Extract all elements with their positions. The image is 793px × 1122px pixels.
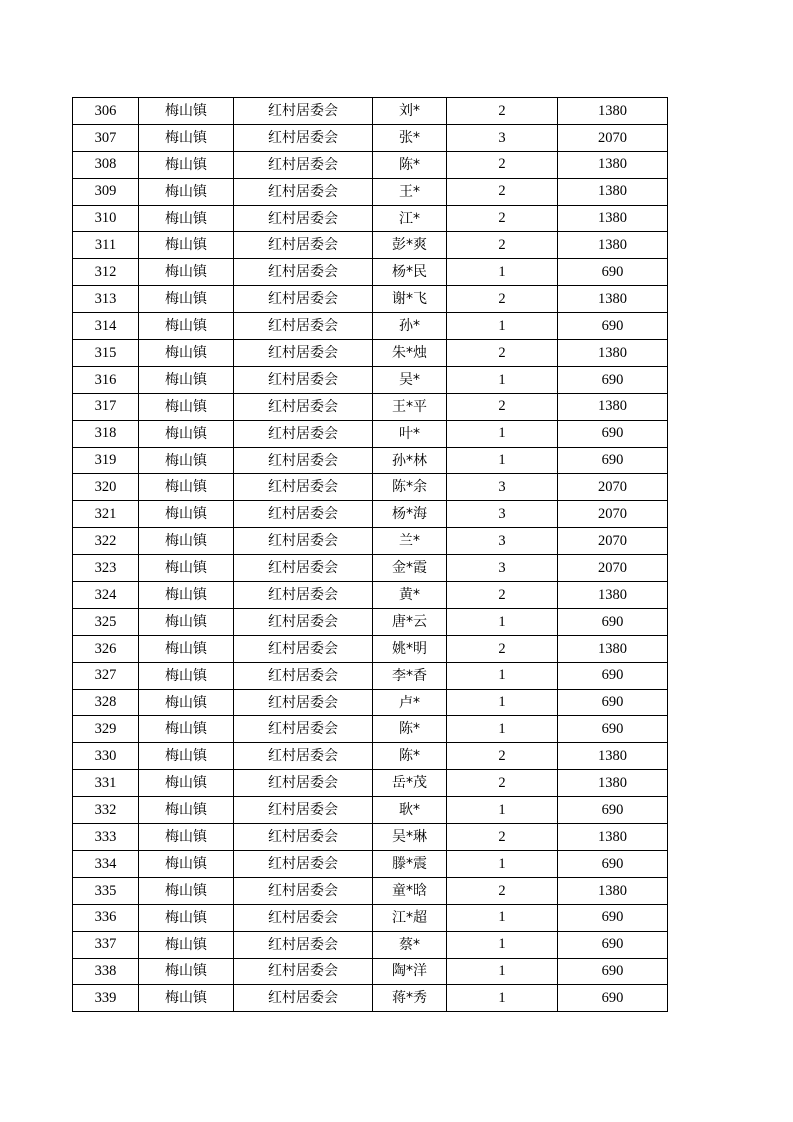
cell-amount: 690	[558, 447, 668, 474]
cell-name: 孙*林	[373, 447, 447, 474]
cell-town: 梅山镇	[139, 877, 234, 904]
cell-count: 2	[447, 635, 558, 662]
cell-amount: 690	[558, 366, 668, 393]
cell-name: 杨*民	[373, 259, 447, 286]
cell-amount: 1380	[558, 151, 668, 178]
table-row	[73, 124, 668, 151]
cell-number: 323	[73, 555, 139, 582]
cell-amount: 2070	[558, 501, 668, 528]
cell-number: 332	[73, 797, 139, 824]
cell-committee: 红村居委会	[234, 124, 373, 151]
cell-number: 336	[73, 904, 139, 931]
cell-committee: 红村居委会	[234, 205, 373, 232]
cell-town: 梅山镇	[139, 743, 234, 770]
cell-committee: 红村居委会	[234, 151, 373, 178]
cell-committee: 红村居委会	[234, 178, 373, 205]
table-row	[73, 501, 668, 528]
cell-count: 2	[447, 582, 558, 609]
cell-committee: 红村居委会	[234, 635, 373, 662]
cell-name: 王*	[373, 178, 447, 205]
table-row	[73, 232, 668, 259]
cell-number: 324	[73, 582, 139, 609]
cell-name: 陈*	[373, 743, 447, 770]
cell-committee: 红村居委会	[234, 797, 373, 824]
cell-number: 326	[73, 635, 139, 662]
cell-town: 梅山镇	[139, 635, 234, 662]
cell-amount: 1380	[558, 232, 668, 259]
cell-committee: 红村居委会	[234, 662, 373, 689]
cell-number: 316	[73, 366, 139, 393]
cell-number: 319	[73, 447, 139, 474]
cell-number: 325	[73, 608, 139, 635]
table-row	[73, 474, 668, 501]
subsidy-table	[72, 97, 668, 1012]
table-row	[73, 743, 668, 770]
cell-count: 2	[447, 151, 558, 178]
cell-town: 梅山镇	[139, 286, 234, 313]
cell-count: 3	[447, 474, 558, 501]
cell-number: 314	[73, 313, 139, 340]
cell-count: 1	[447, 904, 558, 931]
cell-town: 梅山镇	[139, 716, 234, 743]
cell-number: 311	[73, 232, 139, 259]
cell-town: 梅山镇	[139, 205, 234, 232]
cell-town: 梅山镇	[139, 447, 234, 474]
cell-count: 1	[447, 259, 558, 286]
cell-amount: 1380	[558, 178, 668, 205]
cell-name: 兰*	[373, 528, 447, 555]
cell-number: 313	[73, 286, 139, 313]
cell-number: 321	[73, 501, 139, 528]
cell-amount: 690	[558, 608, 668, 635]
cell-count: 2	[447, 824, 558, 851]
cell-town: 梅山镇	[139, 904, 234, 931]
cell-count: 2	[447, 770, 558, 797]
cell-name: 蔡*	[373, 931, 447, 958]
cell-amount: 1380	[558, 340, 668, 367]
cell-name: 江*超	[373, 904, 447, 931]
cell-amount: 1380	[558, 582, 668, 609]
table-row	[73, 528, 668, 555]
table-row	[73, 582, 668, 609]
cell-committee: 红村居委会	[234, 850, 373, 877]
cell-count: 2	[447, 743, 558, 770]
cell-committee: 红村居委会	[234, 366, 373, 393]
cell-number: 310	[73, 205, 139, 232]
cell-committee: 红村居委会	[234, 528, 373, 555]
cell-name: 耿*	[373, 797, 447, 824]
cell-town: 梅山镇	[139, 151, 234, 178]
cell-number: 328	[73, 689, 139, 716]
table-row	[73, 205, 668, 232]
table-row	[73, 635, 668, 662]
cell-committee: 红村居委会	[234, 98, 373, 125]
cell-count: 2	[447, 340, 558, 367]
cell-amount: 1380	[558, 635, 668, 662]
cell-amount: 690	[558, 797, 668, 824]
cell-town: 梅山镇	[139, 366, 234, 393]
cell-number: 322	[73, 528, 139, 555]
table-row	[73, 259, 668, 286]
cell-name: 朱*烛	[373, 340, 447, 367]
cell-committee: 红村居委会	[234, 743, 373, 770]
table-row	[73, 797, 668, 824]
cell-name: 吴*琳	[373, 824, 447, 851]
cell-count: 1	[447, 420, 558, 447]
cell-committee: 红村居委会	[234, 716, 373, 743]
cell-amount: 1380	[558, 98, 668, 125]
cell-count: 2	[447, 98, 558, 125]
cell-count: 1	[447, 608, 558, 635]
cell-town: 梅山镇	[139, 985, 234, 1012]
cell-name: 岳*茂	[373, 770, 447, 797]
cell-count: 1	[447, 716, 558, 743]
table-row	[73, 313, 668, 340]
cell-count: 1	[447, 662, 558, 689]
cell-amount: 690	[558, 985, 668, 1012]
cell-count: 1	[447, 797, 558, 824]
cell-name: 叶*	[373, 420, 447, 447]
cell-committee: 红村居委会	[234, 877, 373, 904]
table-row	[73, 904, 668, 931]
cell-amount: 690	[558, 259, 668, 286]
cell-committee: 红村居委会	[234, 985, 373, 1012]
cell-amount: 690	[558, 850, 668, 877]
cell-amount: 1380	[558, 393, 668, 420]
cell-committee: 红村居委会	[234, 232, 373, 259]
cell-town: 梅山镇	[139, 662, 234, 689]
cell-count: 1	[447, 689, 558, 716]
table-row	[73, 340, 668, 367]
cell-amount: 2070	[558, 555, 668, 582]
cell-name: 杨*海	[373, 501, 447, 528]
cell-amount: 690	[558, 931, 668, 958]
cell-amount: 690	[558, 420, 668, 447]
cell-name: 陶*洋	[373, 958, 447, 985]
cell-count: 1	[447, 985, 558, 1012]
cell-town: 梅山镇	[139, 958, 234, 985]
cell-count: 1	[447, 958, 558, 985]
cell-count: 3	[447, 528, 558, 555]
table-row	[73, 877, 668, 904]
cell-name: 江*	[373, 205, 447, 232]
cell-town: 梅山镇	[139, 608, 234, 635]
cell-amount: 2070	[558, 474, 668, 501]
cell-number: 315	[73, 340, 139, 367]
cell-count: 3	[447, 124, 558, 151]
cell-count: 1	[447, 447, 558, 474]
cell-name: 卢*	[373, 689, 447, 716]
cell-number: 309	[73, 178, 139, 205]
cell-name: 滕*震	[373, 850, 447, 877]
cell-town: 梅山镇	[139, 420, 234, 447]
table-row	[73, 608, 668, 635]
cell-town: 梅山镇	[139, 824, 234, 851]
cell-town: 梅山镇	[139, 555, 234, 582]
cell-number: 312	[73, 259, 139, 286]
cell-number: 307	[73, 124, 139, 151]
cell-committee: 红村居委会	[234, 501, 373, 528]
cell-amount: 2070	[558, 124, 668, 151]
cell-name: 陈*	[373, 716, 447, 743]
cell-amount: 2070	[558, 528, 668, 555]
cell-name: 谢*飞	[373, 286, 447, 313]
cell-number: 337	[73, 931, 139, 958]
cell-town: 梅山镇	[139, 797, 234, 824]
cell-count: 2	[447, 178, 558, 205]
cell-name: 金*霞	[373, 555, 447, 582]
cell-committee: 红村居委会	[234, 770, 373, 797]
cell-committee: 红村居委会	[234, 447, 373, 474]
cell-name: 陈*	[373, 151, 447, 178]
cell-amount: 1380	[558, 286, 668, 313]
table-row	[73, 366, 668, 393]
cell-count: 1	[447, 366, 558, 393]
cell-name: 蒋*秀	[373, 985, 447, 1012]
cell-number: 320	[73, 474, 139, 501]
cell-amount: 690	[558, 662, 668, 689]
cell-count: 2	[447, 232, 558, 259]
cell-town: 梅山镇	[139, 393, 234, 420]
cell-town: 梅山镇	[139, 98, 234, 125]
table-body	[73, 98, 668, 1012]
cell-amount: 1380	[558, 824, 668, 851]
cell-number: 330	[73, 743, 139, 770]
cell-number: 334	[73, 850, 139, 877]
cell-count: 1	[447, 850, 558, 877]
cell-name: 唐*云	[373, 608, 447, 635]
cell-town: 梅山镇	[139, 689, 234, 716]
cell-amount: 690	[558, 904, 668, 931]
table-row	[73, 151, 668, 178]
table-row	[73, 689, 668, 716]
cell-town: 梅山镇	[139, 528, 234, 555]
cell-number: 331	[73, 770, 139, 797]
cell-committee: 红村居委会	[234, 474, 373, 501]
cell-count: 1	[447, 931, 558, 958]
table-row	[73, 662, 668, 689]
cell-town: 梅山镇	[139, 501, 234, 528]
cell-number: 317	[73, 393, 139, 420]
cell-name: 姚*明	[373, 635, 447, 662]
cell-number: 306	[73, 98, 139, 125]
cell-town: 梅山镇	[139, 770, 234, 797]
cell-committee: 红村居委会	[234, 582, 373, 609]
cell-count: 1	[447, 313, 558, 340]
cell-number: 335	[73, 877, 139, 904]
cell-count: 2	[447, 877, 558, 904]
cell-amount: 690	[558, 958, 668, 985]
cell-town: 梅山镇	[139, 124, 234, 151]
table-row	[73, 985, 668, 1012]
cell-number: 339	[73, 985, 139, 1012]
cell-amount: 690	[558, 689, 668, 716]
cell-count: 3	[447, 501, 558, 528]
cell-number: 333	[73, 824, 139, 851]
cell-name: 刘*	[373, 98, 447, 125]
cell-count: 2	[447, 286, 558, 313]
cell-amount: 1380	[558, 743, 668, 770]
table-row	[73, 447, 668, 474]
cell-town: 梅山镇	[139, 178, 234, 205]
cell-committee: 红村居委会	[234, 689, 373, 716]
cell-town: 梅山镇	[139, 931, 234, 958]
table-row	[73, 931, 668, 958]
cell-committee: 红村居委会	[234, 340, 373, 367]
cell-name: 彭*爽	[373, 232, 447, 259]
cell-committee: 红村居委会	[234, 958, 373, 985]
table-row	[73, 393, 668, 420]
cell-name: 李*香	[373, 662, 447, 689]
cell-committee: 红村居委会	[234, 555, 373, 582]
cell-number: 318	[73, 420, 139, 447]
table-row	[73, 286, 668, 313]
cell-committee: 红村居委会	[234, 931, 373, 958]
cell-town: 梅山镇	[139, 313, 234, 340]
cell-name: 王*平	[373, 393, 447, 420]
cell-town: 梅山镇	[139, 232, 234, 259]
cell-amount: 1380	[558, 205, 668, 232]
cell-town: 梅山镇	[139, 850, 234, 877]
cell-name: 张*	[373, 124, 447, 151]
cell-name: 童*晗	[373, 877, 447, 904]
cell-committee: 红村居委会	[234, 313, 373, 340]
cell-count: 2	[447, 205, 558, 232]
cell-number: 329	[73, 716, 139, 743]
table-row	[73, 824, 668, 851]
table-row	[73, 770, 668, 797]
table-row	[73, 420, 668, 447]
cell-count: 3	[447, 555, 558, 582]
cell-committee: 红村居委会	[234, 420, 373, 447]
table-row	[73, 555, 668, 582]
cell-count: 2	[447, 393, 558, 420]
cell-name: 吴*	[373, 366, 447, 393]
cell-committee: 红村居委会	[234, 608, 373, 635]
cell-amount: 690	[558, 716, 668, 743]
cell-town: 梅山镇	[139, 259, 234, 286]
cell-amount: 1380	[558, 770, 668, 797]
table-row	[73, 98, 668, 125]
table-row	[73, 850, 668, 877]
cell-number: 308	[73, 151, 139, 178]
cell-name: 陈*余	[373, 474, 447, 501]
cell-amount: 690	[558, 313, 668, 340]
table-row	[73, 716, 668, 743]
cell-town: 梅山镇	[139, 582, 234, 609]
cell-number: 327	[73, 662, 139, 689]
cell-committee: 红村居委会	[234, 286, 373, 313]
cell-committee: 红村居委会	[234, 393, 373, 420]
cell-amount: 1380	[558, 877, 668, 904]
cell-committee: 红村居委会	[234, 824, 373, 851]
cell-town: 梅山镇	[139, 474, 234, 501]
table-row	[73, 178, 668, 205]
cell-committee: 红村居委会	[234, 259, 373, 286]
cell-name: 黄*	[373, 582, 447, 609]
cell-name: 孙*	[373, 313, 447, 340]
cell-number: 338	[73, 958, 139, 985]
table-row	[73, 958, 668, 985]
cell-committee: 红村居委会	[234, 904, 373, 931]
cell-town: 梅山镇	[139, 340, 234, 367]
